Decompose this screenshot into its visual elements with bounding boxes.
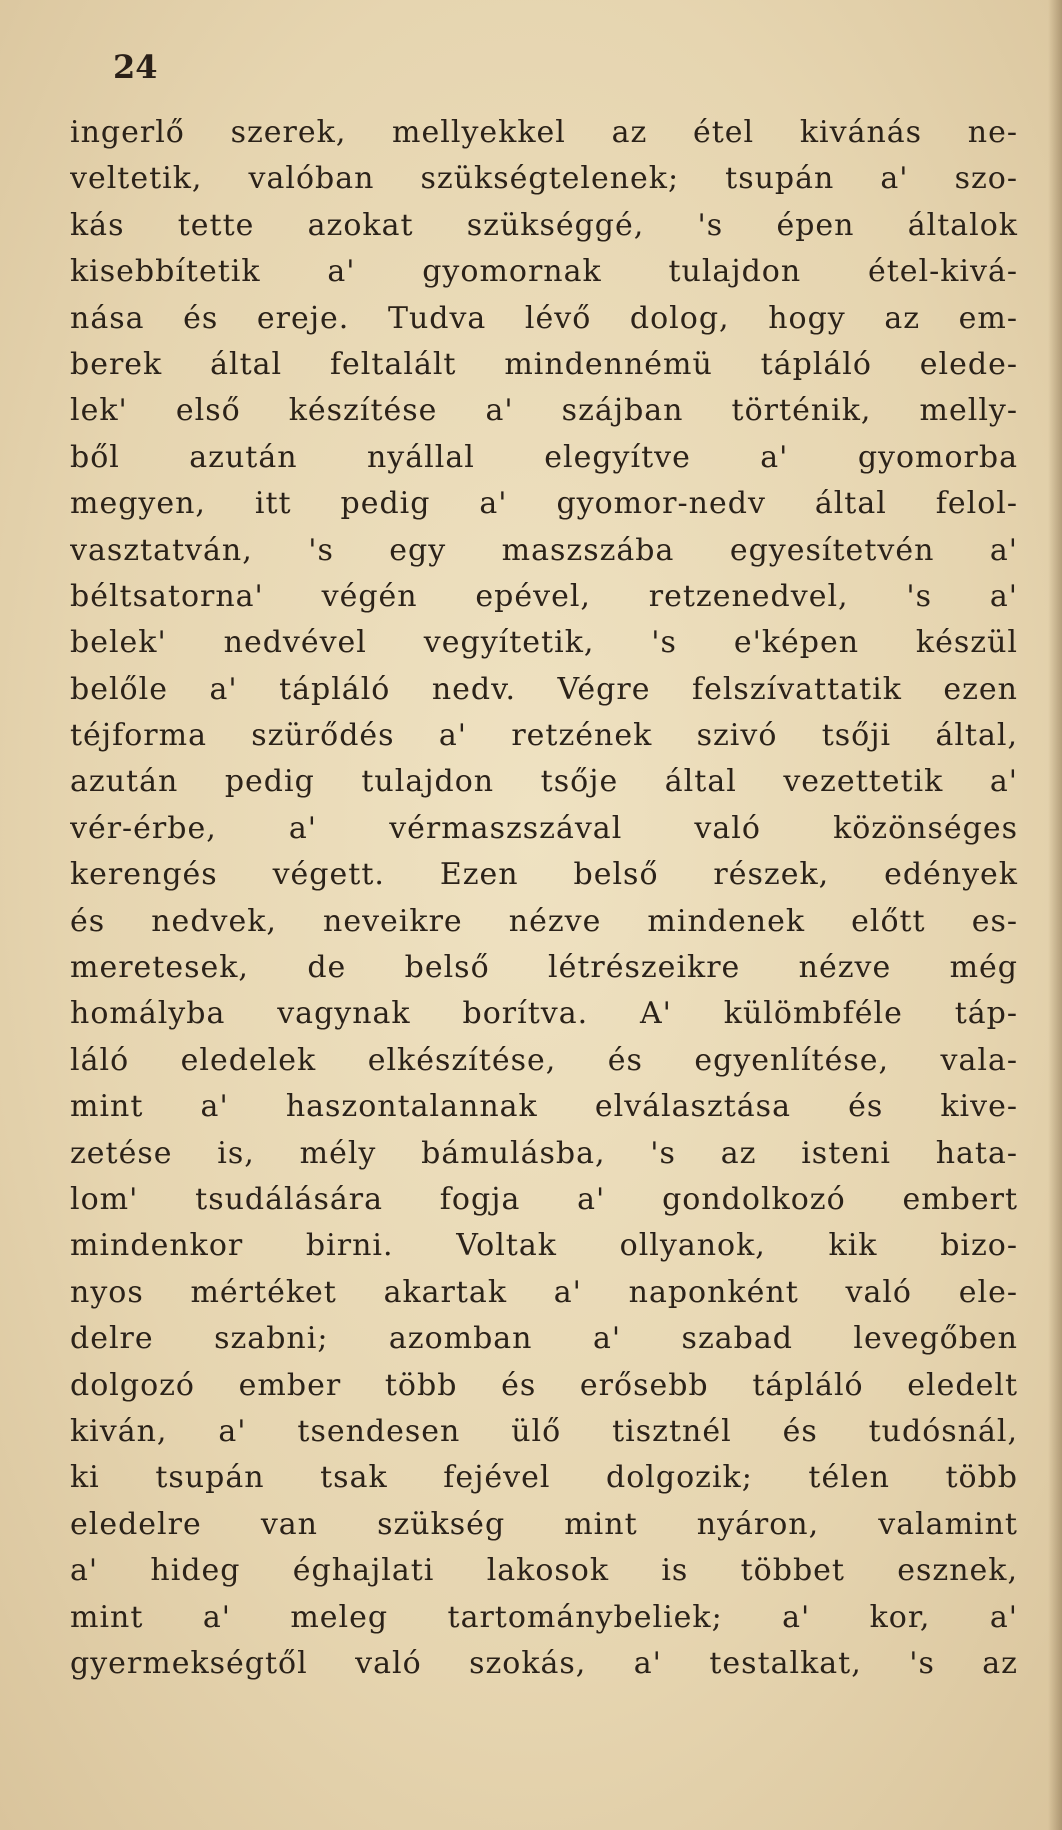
text-line: vér-érbe, a' vérmaszszával való közönséges [70, 810, 1018, 846]
text-line: láló eledelek elkészítése, és egyenlítése, vala- [70, 1042, 1018, 1078]
text-line: kás tette azokat szükséggé, 's épen általok [70, 207, 1018, 243]
text-line: mint a' haszontalannak elválasztása és kive- [70, 1089, 1018, 1125]
text-line: meretesek, de belső létrészeikre nézve még [70, 950, 1018, 986]
text-line: lom' tsudálására fogja a' gondolkozó embert [70, 1181, 1018, 1217]
text-line: megyen, itt pedig a' gyomor-nedv által felol- [70, 486, 1018, 522]
text-line: mindenkor birni. Voltak ollyanok, kik bizo- [70, 1228, 1018, 1264]
text-line: berek által feltalált mindennémü tápláló elede- [70, 346, 1018, 382]
text-line: veltetik, valóban szükségtelenek; tsupán a' szo- [70, 161, 1018, 197]
text-line: mint a' meleg tartománybeliek; a' kor, a' [70, 1599, 1018, 1635]
text-line: a' hideg éghajlati lakosok is többet esznek, [70, 1553, 1018, 1589]
text-line: kiván, a' tsendesen ülő tisztnél és tudósnál, [70, 1413, 1018, 1449]
body-text [70, 110, 1018, 1687]
text-line: gyermekségtől való szokás, a' testalkat, 's az [70, 1645, 1018, 1681]
text-line: dolgozó ember több és erősebb tápláló eledelt [70, 1367, 1018, 1403]
text-line: nása és ereje. Tudva lévő dolog, hogy az em- [70, 300, 1018, 336]
text-line: béltsatorna' végén epével, retzenedvel, 's a' [70, 578, 1018, 614]
page-number: 24 [113, 48, 158, 86]
text-line: lek' első készítése a' szájban történik, melly- [70, 393, 1018, 429]
text-line: ki tsupán tsak fejével dolgozik; télen több [70, 1460, 1018, 1496]
text-line: nyos mértéket akartak a' naponként való ele- [70, 1274, 1018, 1310]
text-line: azután pedig tulajdon tsője által vezettetik a' [70, 764, 1018, 800]
text-line: homályba vagynak borítva. A' külömbféle táp- [70, 996, 1018, 1032]
text-line: ingerlő szerek, mellyekkel az étel kivánás ne- [70, 115, 1018, 150]
text-line: ből azután nyállal elegyítve a' gyomorba [70, 439, 1018, 475]
text-line: kisebbítetik a' gyomornak tulajdon étel-kivá- [70, 254, 1018, 290]
page-edge-shadow [1048, 0, 1062, 1830]
text-line: delre szabni; azomban a' szabad levegőben [70, 1321, 1018, 1357]
text-line: zetése is, mély bámulásba, 's az isteni hata- [70, 1135, 1018, 1171]
text-line: téjforma szürődés a' retzének szivó tsőji által, [70, 718, 1018, 754]
text-line: belek' nedvével vegyítetik, 's e'képen készül [70, 625, 1018, 661]
text-line: belőle a' tápláló nedv. Végre felszívattatik ezen [70, 671, 1018, 707]
text-line: kerengés végett. Ezen belső részek, edények [70, 857, 1018, 893]
text-line: vasztatván, 's egy maszszába egyesítetvén a' [70, 532, 1018, 568]
text-line: eledelre van szükség mint nyáron, valamint [70, 1506, 1018, 1542]
text-line: és nedvek, neveikre nézve mindenek előtt es- [70, 903, 1018, 939]
